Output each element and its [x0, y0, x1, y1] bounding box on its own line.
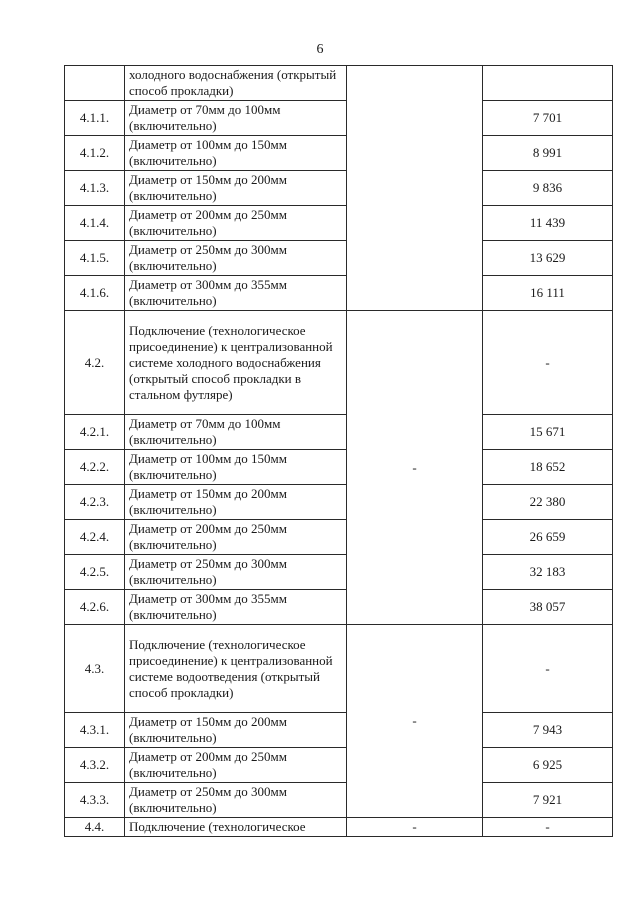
row-number: 4.1.5.: [65, 241, 125, 276]
row-number: 4.2.3.: [65, 485, 125, 520]
row-price: 7 921: [483, 783, 613, 818]
table-row: [65, 450, 613, 485]
row-description: Диаметр от 70мм до 100мм (включительно): [125, 101, 347, 136]
section-price: -: [483, 818, 613, 837]
section-number: 4.4.: [65, 818, 125, 837]
section-description: Подключение (технологическое: [125, 818, 347, 837]
table-row: [65, 590, 613, 625]
row-number: 4.3.1.: [65, 713, 125, 748]
row-price: 26 659: [483, 520, 613, 555]
section-header-row: [65, 311, 613, 415]
section-price: -: [483, 625, 613, 713]
section-description: Подключение (технологическое присоединение) к централизованной системе водоотведения (открытый способ прокладки): [125, 625, 347, 713]
table-row: [65, 276, 613, 311]
table-row: [65, 783, 613, 818]
section-middle-dash: -: [347, 818, 483, 837]
row-description: Диаметр от 150мм до 200мм (включительно): [125, 485, 347, 520]
row-description: холодного водоснабжения (открытый способ прокладки): [125, 66, 347, 101]
row-price: 11 439: [483, 206, 613, 241]
page-number: 6: [316, 42, 324, 57]
row-price: 22 380: [483, 485, 613, 520]
row-price: 16 111: [483, 276, 613, 311]
row-price: 15 671: [483, 415, 613, 450]
row-description: Диаметр от 100мм до 150мм (включительно): [125, 136, 347, 171]
row-number-cell: [65, 66, 125, 101]
row-number: 4.1.1.: [65, 101, 125, 136]
row-number: 4.1.3.: [65, 171, 125, 206]
table-row: [65, 748, 613, 783]
row-number: 4.2.2.: [65, 450, 125, 485]
section-middle-dash: -: [347, 311, 483, 625]
row-price: 7 701: [483, 101, 613, 136]
row-number: 4.2.6.: [65, 590, 125, 625]
section-header-row: [65, 818, 613, 837]
price-table: [64, 65, 613, 837]
row-description: Диаметр от 150мм до 200мм (включительно): [125, 171, 347, 206]
section-description: Подключение (технологическое присоединение) к централизованной системе холодного водоснабжения (открытый способ прокладки в стальном футляре): [125, 311, 347, 415]
row-price: 18 652: [483, 450, 613, 485]
section-price: -: [483, 311, 613, 415]
table-row: [65, 555, 613, 590]
section-number: 4.3.: [65, 625, 125, 713]
row-description: Диаметр от 70мм до 100мм (включительно): [125, 415, 347, 450]
row-number: 4.2.5.: [65, 555, 125, 590]
row-number: 4.1.6.: [65, 276, 125, 311]
row-description: Диаметр от 250мм до 300мм (включительно): [125, 555, 347, 590]
table-row: [65, 171, 613, 206]
row-price: 7 943: [483, 713, 613, 748]
row-price: 8 991: [483, 136, 613, 171]
table-row: [65, 520, 613, 555]
table-row: [65, 136, 613, 171]
row-description: Диаметр от 250мм до 300мм (включительно): [125, 241, 347, 276]
section-header-row: [65, 625, 613, 713]
section-middle-dash: -: [347, 625, 483, 818]
price-cell: [483, 66, 613, 101]
table-row: [65, 415, 613, 450]
row-description: Диаметр от 150мм до 200мм (включительно): [125, 713, 347, 748]
row-number: 4.2.1.: [65, 415, 125, 450]
table-row: [65, 485, 613, 520]
middle-cell: [347, 66, 483, 311]
table-row-continuation: [65, 66, 613, 101]
row-description: Диаметр от 250мм до 300мм (включительно): [125, 783, 347, 818]
row-price: 9 836: [483, 171, 613, 206]
section-number: 4.2.: [65, 311, 125, 415]
row-number: 4.1.4.: [65, 206, 125, 241]
row-description: Диаметр от 200мм до 250мм (включительно): [125, 520, 347, 555]
row-description: Диаметр от 100мм до 150мм (включительно): [125, 450, 347, 485]
row-number: 4.1.2.: [65, 136, 125, 171]
table-row: [65, 101, 613, 136]
row-number: 4.3.3.: [65, 783, 125, 818]
row-number: 4.2.4.: [65, 520, 125, 555]
row-description: Диаметр от 300мм до 355мм (включительно): [125, 590, 347, 625]
table-row: [65, 241, 613, 276]
row-price: 32 183: [483, 555, 613, 590]
table-row: [65, 206, 613, 241]
row-description: Диаметр от 300мм до 355мм (включительно): [125, 276, 347, 311]
row-number: 4.3.2.: [65, 748, 125, 783]
table-row: [65, 713, 613, 748]
row-price: 38 057: [483, 590, 613, 625]
row-price: 13 629: [483, 241, 613, 276]
row-description: Диаметр от 200мм до 250мм (включительно): [125, 206, 347, 241]
row-description: Диаметр от 200мм до 250мм (включительно): [125, 748, 347, 783]
row-price: 6 925: [483, 748, 613, 783]
